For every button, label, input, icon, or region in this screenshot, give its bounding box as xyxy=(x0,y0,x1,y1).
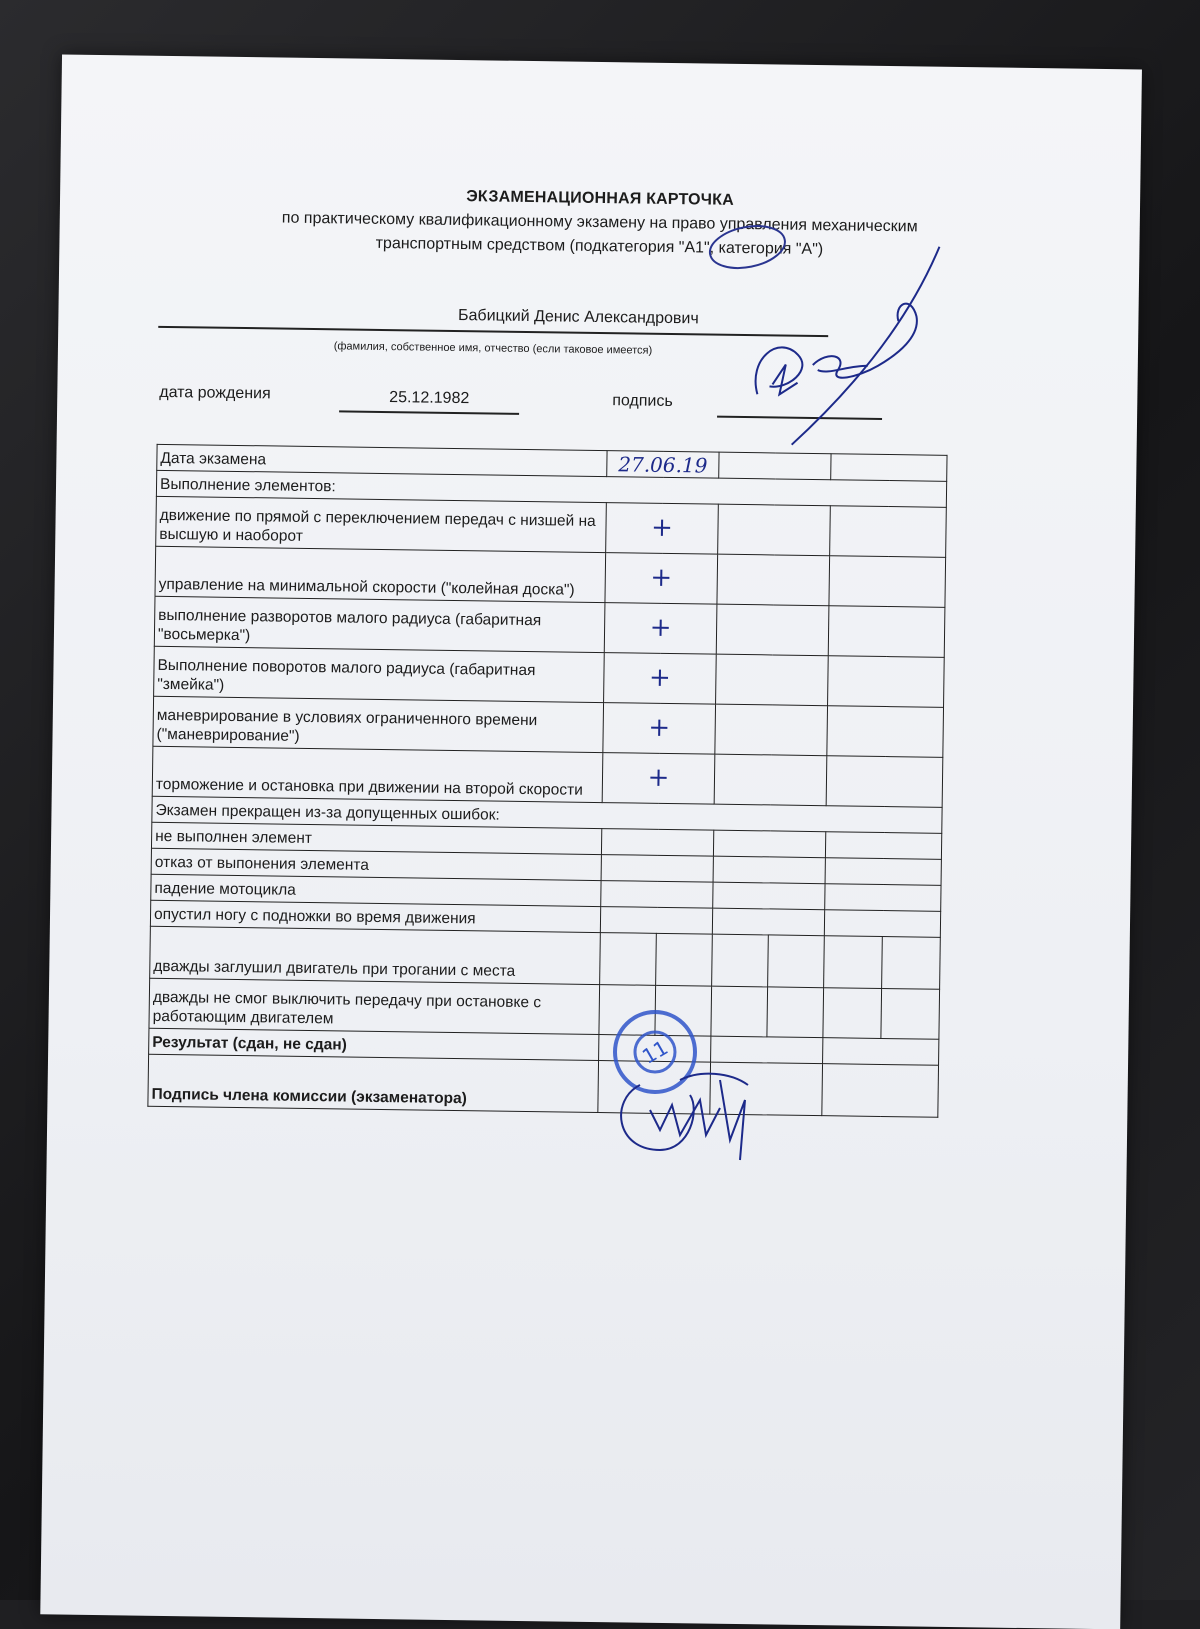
element-label: маневрирование в условиях ограниченного времени ("маневрирование") xyxy=(153,696,604,752)
empty-cell xyxy=(822,1064,939,1118)
empty-cell xyxy=(827,706,944,758)
table-row xyxy=(148,1054,939,1117)
empty-cell xyxy=(710,1062,823,1116)
empty-cell xyxy=(717,554,830,606)
empty-cell xyxy=(656,933,713,986)
examiner-signature-cell xyxy=(598,1061,711,1115)
birth-date-underline xyxy=(339,410,519,415)
empty-cell xyxy=(601,855,713,883)
error-label: падение мотоцикла xyxy=(151,874,601,906)
empty-cell xyxy=(882,936,941,989)
empty-cell xyxy=(824,936,883,989)
signature-underline xyxy=(717,416,882,420)
empty-cell xyxy=(714,754,827,806)
birth-date-value: 25.12.1982 xyxy=(389,389,470,408)
element-label: движение по прямой с переключением передач с низшей на высшую и наоборот xyxy=(156,496,607,552)
empty-cell xyxy=(713,882,825,910)
empty-cell xyxy=(719,452,831,480)
empty-cell xyxy=(711,986,768,1037)
exam-results-table xyxy=(147,444,947,1118)
empty-cell xyxy=(600,933,657,986)
element-mark: + xyxy=(602,753,715,805)
empty-cell xyxy=(712,934,769,987)
empty-cell xyxy=(599,1035,711,1063)
error-label: не выполнен элемент xyxy=(151,822,601,854)
element-label: Выполнение поворотов малого радиуса (габаритная "змейка") xyxy=(154,646,605,702)
elements-section-header: Выполнение элементов: xyxy=(156,470,946,507)
empty-cell xyxy=(600,907,712,935)
empty-cell xyxy=(655,985,712,1036)
empty-cell xyxy=(828,656,945,708)
error-label: отказ от выпонения элемента xyxy=(151,848,601,880)
error-label: опустил ногу с подножки во время движения xyxy=(150,900,600,932)
full-name: Бабицкий Денис Александрович xyxy=(457,307,699,328)
errors-section-header: Экзамен прекращен из-за допущенных ошибок: xyxy=(152,796,942,833)
exam-date-value: 27.06.19 xyxy=(607,451,719,479)
card-subtitle-line1: по практическому квалификационному экзамену на право управления механическим xyxy=(281,209,918,236)
element-mark: + xyxy=(604,653,717,705)
empty-cell xyxy=(712,908,824,936)
empty-cell xyxy=(831,454,947,482)
empty-cell xyxy=(601,881,713,909)
empty-cell xyxy=(828,606,945,658)
empty-cell xyxy=(767,987,824,1038)
empty-cell xyxy=(825,884,941,912)
element-mark: + xyxy=(603,703,716,755)
empty-cell xyxy=(713,856,825,884)
element-label: торможение и остановка при движении на второй скорости xyxy=(152,746,603,802)
element-label: управление на минимальной скорости ("колейная доска") xyxy=(155,546,606,602)
exam-date-label: Дата экзамена xyxy=(157,444,607,476)
element-mark: + xyxy=(605,553,718,605)
element-label: выполнение разворотов малого радиуса (габаритная "восьмерка") xyxy=(154,596,605,652)
empty-cell xyxy=(599,985,656,1036)
signature-label: подпись xyxy=(612,392,673,411)
card-title: ЭКЗАМЕНАЦИОННАЯ КАРТОЧКА xyxy=(466,188,735,209)
empty-cell xyxy=(823,988,882,1039)
element-mark: + xyxy=(606,503,719,555)
error-label: дважды заглушил двигатель при трогании с места xyxy=(150,926,601,984)
empty-cell xyxy=(601,829,713,857)
empty-cell xyxy=(829,556,946,608)
birth-date-label: дата рождения xyxy=(159,383,271,403)
empty-cell xyxy=(825,858,941,886)
empty-cell xyxy=(715,704,828,756)
full-name-caption: (фамилия, собственное имя, отчество (если таковое имеется) xyxy=(333,340,653,357)
empty-cell xyxy=(718,504,831,556)
card-subtitle-line2: транспортным средством (подкатегория "А1", категория "А") xyxy=(375,234,824,259)
empty-cell xyxy=(716,604,829,656)
empty-cell xyxy=(830,506,947,558)
empty-cell xyxy=(825,832,941,860)
empty-cell xyxy=(826,756,943,808)
error-label: дважды не смог выключить передачу при остановке с работающим двигателем xyxy=(149,978,600,1034)
examiner-signature-label: Подпись члена комиссии (экзаменатора) xyxy=(148,1054,599,1112)
stamp-number: 11 xyxy=(637,1035,673,1069)
empty-cell xyxy=(711,1036,823,1064)
result-label: Результат (сдан, не сдан) xyxy=(149,1028,599,1060)
empty-cell xyxy=(713,830,825,858)
empty-cell xyxy=(768,935,825,988)
element-mark: + xyxy=(604,603,717,655)
empty-cell xyxy=(716,654,829,706)
exam-card-sheet xyxy=(40,54,1142,1629)
empty-cell xyxy=(881,988,940,1039)
empty-cell xyxy=(823,1038,939,1066)
empty-cell xyxy=(824,910,940,938)
